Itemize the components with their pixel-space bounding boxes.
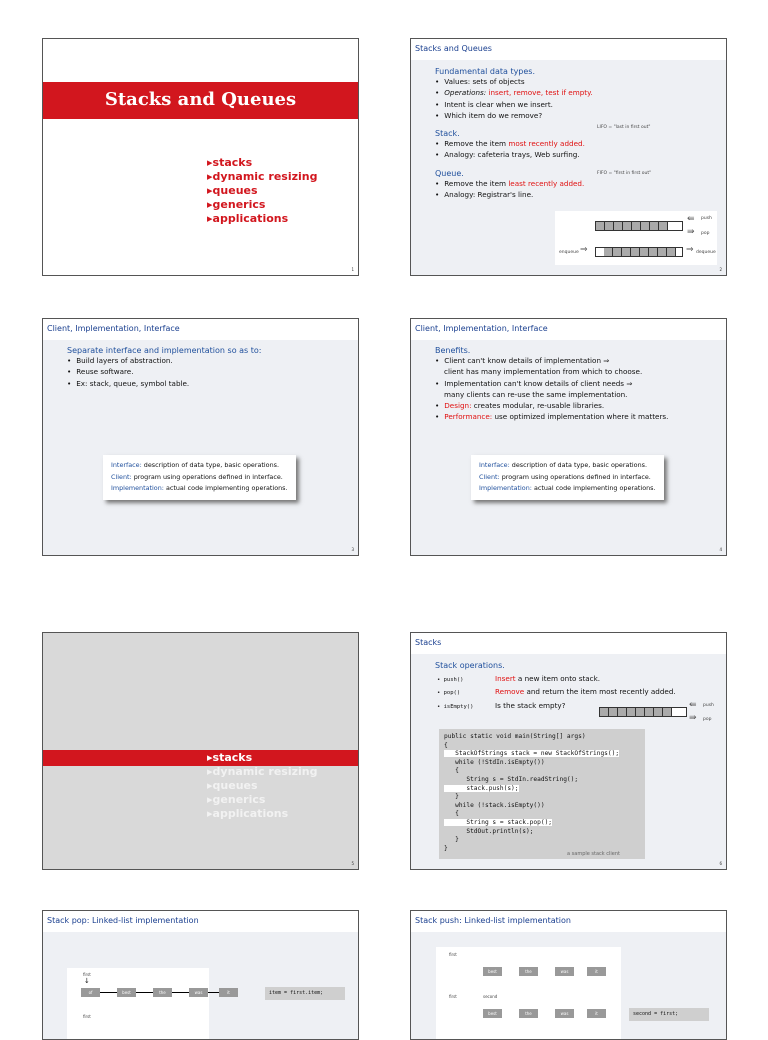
heading: Stack.	[435, 129, 460, 139]
pop-label: pop	[703, 717, 712, 722]
bullet: • Client can't know details of implementation ⇒	[435, 355, 668, 366]
diagram-box	[436, 947, 621, 1040]
arrow-icon: ⇚	[687, 214, 695, 224]
heading: Stack operations.	[435, 661, 505, 670]
arrow-icon: ⇛	[689, 713, 697, 723]
bullet: • Implementation can't know details of client needs ⇒	[435, 378, 668, 389]
arrow-icon: ↓	[84, 977, 90, 985]
menu-item-active: ▸ stacks	[207, 751, 318, 765]
bullet: • Values: sets of objects	[435, 76, 593, 87]
slide-number: 1	[351, 267, 354, 272]
heading: Separate interface and implementation so as to:	[67, 346, 262, 355]
slide-6	[410, 632, 727, 870]
arrow-icon: ⇚	[689, 700, 697, 710]
list-node: best	[483, 967, 502, 976]
slide-number: 6	[719, 861, 722, 866]
bullet: • Which item do we remove?	[435, 110, 593, 121]
bullet: • Remove the item least recently added.	[435, 178, 593, 189]
slide-1	[42, 38, 359, 276]
stack-array	[595, 221, 683, 231]
second-label: second	[483, 994, 498, 999]
slide-title: Client, Implementation, Interface	[411, 319, 726, 340]
slide-4	[410, 318, 727, 556]
first-label: first	[449, 994, 457, 999]
slide-title: Stack push: Linked-list implementation	[411, 911, 726, 932]
push-label: push	[701, 216, 712, 221]
bullet: • Performance: use optimized implementation where it matters.	[435, 411, 668, 422]
menu-item: ▸ applications	[207, 807, 318, 821]
bullet: • Remove the item most recently added.	[435, 138, 593, 149]
code-snippet: second = first;	[629, 1008, 709, 1021]
lifo-note: LIFO = "last in first out"	[597, 125, 651, 130]
menu-item: ▸ generics	[207, 198, 318, 212]
enqueue-label: enqueue	[559, 250, 579, 255]
code-caption: a sample stack client	[567, 851, 621, 857]
code-block: public static void main(String[] args) { StackOfStrings stack = new StackOfStrings(); while (!StdIn.isEmpty()) { String s = StdIn.readString(); stack.push(s); } while (!stack.isEmpty()) { String s = stack.pop(); StdOut.println(s); } }	[439, 729, 645, 859]
slide-title: Stacks and Queues	[104, 89, 297, 110]
slide-number: 3	[351, 547, 354, 552]
push-label: push	[703, 703, 714, 708]
first-label: first	[449, 952, 457, 957]
heading: Benefits.	[435, 346, 471, 355]
menu-item: ▸ applications	[207, 212, 318, 226]
list-node: best	[483, 1009, 502, 1018]
list-node: was	[555, 967, 574, 976]
topic-menu	[207, 751, 318, 821]
queue-array	[595, 247, 683, 257]
list-node: it	[587, 1009, 606, 1018]
slide-7	[42, 910, 359, 1040]
bullet: • Build layers of abstraction.	[67, 355, 261, 366]
pop-label: pop	[701, 231, 710, 236]
menu-item: ▸ dynamic resizing	[207, 765, 318, 779]
definitions-box: Interface: description of data type, basic operations. Client: program using operations defined in interface. Implementation: actual code implementing operations.	[471, 455, 664, 500]
list-node: was	[189, 988, 208, 997]
bullet: • Reuse software.	[67, 366, 261, 377]
bullet-cont: client has many implementation from which to choose.	[444, 367, 643, 377]
fifo-note: FIFO = "first in first out"	[597, 171, 652, 176]
bullet: • Operations: insert, remove, test if empty.	[435, 87, 593, 98]
slide-title: Stacks and Queues	[411, 39, 726, 60]
op-row: • isEmpty() Is the stack empty?	[437, 700, 566, 710]
slide-title: Stacks	[411, 633, 726, 654]
bullet-cont: many clients can re-use the same implementation.	[444, 389, 628, 399]
bullet: • Analogy: Registrar's line.	[435, 189, 593, 200]
slide-number: 4	[719, 547, 722, 552]
list-node: was	[555, 1009, 574, 1018]
menu-item: ▸ generics	[207, 793, 318, 807]
slide-number: 2	[719, 267, 722, 272]
bullet: • Design: creates modular, re-usable libraries.	[435, 400, 668, 411]
menu-item: ▸ queues	[207, 779, 318, 793]
first-label: first	[83, 972, 91, 977]
first-label: first	[83, 1014, 91, 1019]
heading: Fundamental data types.	[435, 67, 536, 76]
dequeue-label: dequeue	[696, 250, 716, 255]
list-node: it	[587, 967, 606, 976]
slide-title: Client, Implementation, Interface	[43, 319, 358, 340]
menu-item: ▸ dynamic resizing	[207, 170, 318, 184]
definitions-box: Interface: description of data type, basic operations. Client: program using operations defined in interface. Implementation: actual code implementing operations.	[103, 455, 296, 500]
slide-8	[410, 910, 727, 1040]
list-node: of	[81, 988, 100, 997]
arrow-icon: ⇒	[580, 245, 588, 255]
list-node: it	[219, 988, 238, 997]
op-row: • push() Insert a new item onto stack.	[437, 674, 601, 683]
stack-array	[599, 707, 687, 717]
bullet: • Analogy: cafeteria trays, Web surfing.	[435, 149, 593, 160]
arrow-icon: ⇛	[687, 227, 695, 237]
bullet: • Intent is clear when we insert.	[435, 99, 593, 110]
slide-number: 5	[351, 861, 354, 866]
list-node: the	[519, 1009, 538, 1018]
menu-item: ▸ queues	[207, 184, 318, 198]
slide-2	[410, 38, 727, 276]
menu-item: ▸ stacks	[207, 156, 318, 170]
topic-menu	[207, 156, 318, 226]
list-node: the	[519, 967, 538, 976]
list-node: the	[153, 988, 172, 997]
slide-title: Stack pop: Linked-list implementation	[43, 911, 358, 932]
heading: Queue.	[435, 168, 464, 178]
list-node: best	[117, 988, 136, 997]
op-row: • pop() Remove and return the item most recently added.	[437, 687, 676, 697]
slide-5	[42, 632, 359, 870]
bullet: • Ex: stack, queue, symbol table.	[67, 378, 261, 389]
slide-3	[42, 318, 359, 556]
code-snippet: item = first.item;	[265, 987, 345, 1000]
arrow-icon: ⇒	[686, 245, 694, 255]
